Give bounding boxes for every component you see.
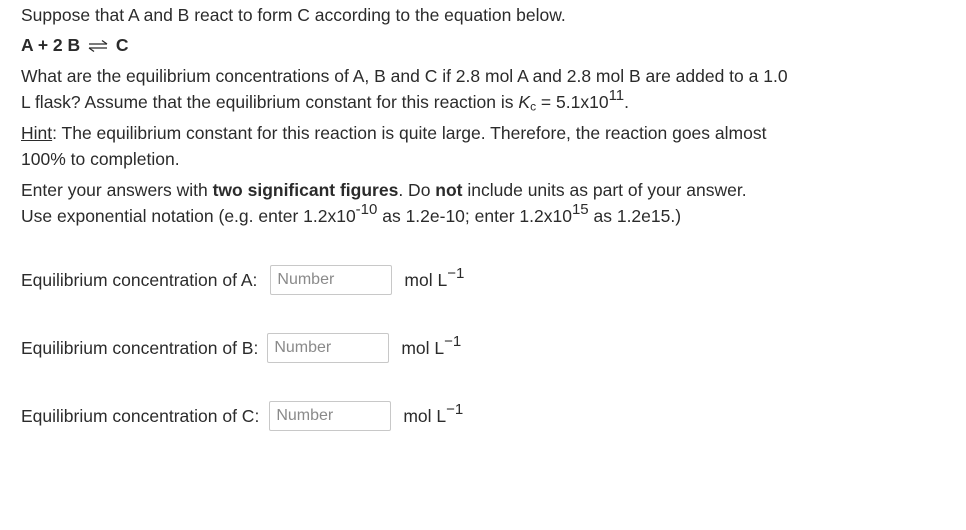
answer-label-c: Equilibrium concentration of C: [21,405,260,426]
k-subscript: c [530,99,537,114]
hint-line-2: 100% to completion. [21,149,180,169]
answer-row-c [21,401,463,431]
k-exponent: 11 [608,86,625,104]
answer-row-a [21,265,464,295]
instructions-text: . Do [398,180,436,200]
answer-input-c[interactable] [269,401,391,431]
reaction-equation [21,34,129,56]
question-text: L flask? Assume that the equilibrium constant for this reaction is [21,92,519,112]
instructions-sigfig: two significant figures [212,180,399,200]
instructions-text: as 1.2e15.) [588,206,682,226]
answer-label-b: Equilibrium concentration of B: [21,337,259,358]
instructions-text: Use exponential notation (e.g. enter 1.2x10 [21,206,356,226]
example-exponent: 15 [571,200,589,218]
answer-label-a: Equilibrium concentration of A: [21,269,258,290]
unit-text: mol L [403,405,447,426]
instructions-line-1 [21,179,747,201]
question-line-1: What are the equilibrium concentrations of A, B and C if 2.8 mol A and 2.8 mol B are added to a 1.0 [21,66,788,86]
instructions-text: Enter your answers with [21,180,213,200]
unit-label-b [401,332,462,359]
instructions-not: not [435,180,463,200]
instructions-line-2 [21,200,682,227]
unit-text: mol L [401,337,445,358]
instructions-text: as 1.2e-10; enter 1.2x10 [377,206,572,226]
question-end: . [624,92,630,112]
unit-exponent: −1 [446,400,464,418]
k-symbol: K [518,92,531,112]
answer-input-b[interactable] [267,333,389,363]
k-value: = 5.1x10 [536,92,609,112]
question-line-2 [21,86,630,114]
unit-label-a [404,264,465,291]
equilibrium-arrows-icon [87,39,109,53]
hint-link[interactable]: Hint [21,123,53,143]
example-exponent: -10 [355,200,378,218]
hint-line-1 [21,122,766,144]
answer-input-a[interactable] [270,265,392,295]
instructions-text: include units as part of your answer. [462,180,747,200]
unit-text: mol L [404,269,448,290]
intro-text: Suppose that A and B react to form C according to the equation below. [21,5,566,25]
equation-product: C [115,35,129,55]
answer-row-b [21,333,461,363]
unit-exponent: −1 [444,332,462,350]
hint-text: : The equilibrium constant for this reaction is quite large. Therefore, the reaction goes almost [52,123,767,143]
unit-exponent: −1 [447,264,465,282]
equation-reactants: A + 2 B [21,35,81,55]
unit-label-c [403,400,464,427]
